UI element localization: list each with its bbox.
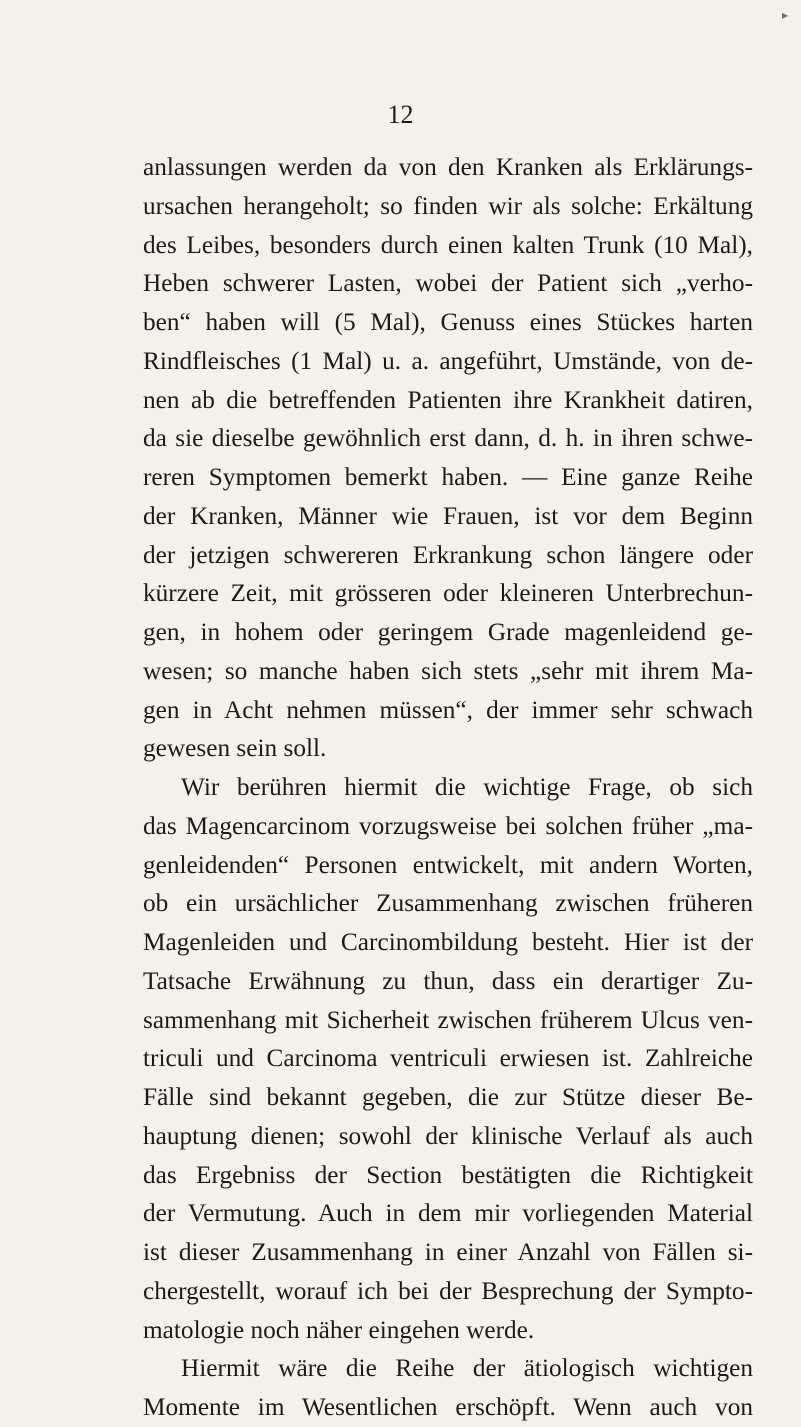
corner-mark: ▸ [782,8,789,22]
text-line: triculi und Carcinoma ventriculi erwiesen ist. Zahlreiche [143,1044,753,1073]
text-line: da sie dieselbe gewöhnlich erst dann, d. h. in ihren schwe- [143,424,753,453]
text-line: das Ergebniss der Section bestätigten die Richtigkeit [143,1160,753,1189]
text-line: der Kranken, Männer wie Frauen, ist vor dem Beginn [143,501,753,530]
text-line: wesen; so manche haben sich stets „sehr mit ihrem Ma- [143,656,753,685]
text-line: Magenleiden und Carcinombildung besteht. Hier ist der [143,928,753,956]
text-line: gen in Acht nehmen müssen“, der immer sehr schwach [143,695,753,724]
paragraph-end-line: matologie noch näher eingehen werde. [143,1315,535,1344]
paragraph-start-line: Wir berühren hiermit die wichtige Frage, ob sich [181,773,753,801]
text-line: gen, in hohem oder geringem Grade magenleidend ge- [143,618,753,646]
text-line: kürzere Zeit, mit grösseren oder kleineren Unterbrechun- [143,579,753,608]
text-line: reren Symptomen bemerkt haben. — Eine ganze Reihe [143,463,753,491]
text-line: Fälle sind bekannt gegeben, die zur Stütze dieser Be- [143,1083,753,1111]
text-line: anlassungen werden da von den Kranken als Erklärungs- [143,153,753,181]
body-text [143,148,753,1427]
text-line: chergestellt, worauf ich bei der Besprechung der Sympto- [143,1276,753,1305]
text-line: des Leibes, besonders durch einen kalten Trunk (10 Mal), [143,230,753,259]
text-line: ist dieser Zusammenhang in einer Anzahl von Fällen si- [143,1238,753,1266]
text-line: der jetzigen schwereren Erkrankung schon längere oder [143,540,753,569]
text-line: ob ein ursächlicher Zusammenhang zwischen früheren [143,889,753,918]
paragraph-start-line: Hiermit wäre die Reihe der ätiologisch wichtigen [181,1354,753,1383]
text-line: genleidenden“ Personen entwickelt, mit andern Worten, [143,850,753,879]
text-line: das Magencarcinom vorzugsweise bei solchen früher „ma- [143,811,753,840]
text-line: der Vermutung. Auch in dem mir vorliegenden Material [143,1199,753,1228]
page-number: 12 [387,100,414,129]
text-line: ben“ haben will (5 Mal), Genuss eines Stückes harten [143,308,753,336]
text-line: hauptung dienen; sowohl der klinische Verlauf als auch [143,1121,753,1150]
text-line: Momente im Wesentlichen erschöpft. Wenn auch von [143,1393,753,1421]
text-line: ursachen herangeholt; so finden wir als solche: Erkältung [143,191,753,220]
text-line: nen ab die betreffenden Patienten ihre Krankheit datiren, [143,385,753,414]
text-line: sammenhang mit Sicherheit zwischen früherem Ulcus ven- [143,1005,753,1034]
text-line: Rindfleisches (1 Mal) u. a. angeführt, Umstände, von de- [143,346,753,375]
text-line: Heben schwerer Lasten, wobei der Patient sich „verho- [143,269,753,298]
text-line: Tatsache Erwähnung zu thun, dass ein derartiger Zu- [143,966,753,995]
paragraph-end-line: gewesen sein soll. [143,734,327,763]
